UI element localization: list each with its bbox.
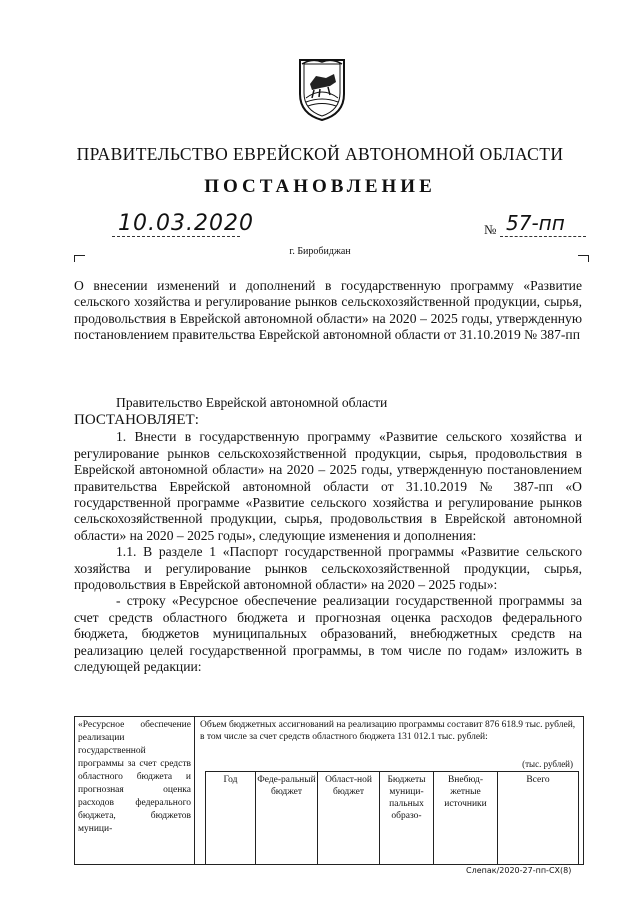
coat-of-arms-emblem <box>296 56 348 122</box>
document-title: О внесении изменений и дополнений в государственную программу «Развитие сельского хозяйства и регулирование рынков сельскохозяйственной продукции, сырья, продовольствия в Еврейской автономной области» на 2020 – 2025 годы, утвержденную постановлением правительства Еврейской автономной области от 31.10.2019 № 387-пп <box>74 278 582 343</box>
col-federal: Феде-ральный бюджет <box>256 772 318 865</box>
table-unit: (тыс. рублей) <box>522 759 573 769</box>
date-underline <box>112 236 240 237</box>
title-corner-left <box>74 255 85 262</box>
col-total: Всего <box>526 775 550 785</box>
number-underline <box>500 236 586 237</box>
resolves-line: ПОСТАНОВЛЯЕТ: <box>74 412 199 429</box>
table-summary: Объем бюджетных ассигнований на реализацию программы составит 876 618.9 тыс. рублей, в том числе за счет средств областного бюджета 131 012.1 тыс. рублей: <box>200 720 576 742</box>
handwritten-number: 57-пп <box>506 211 565 235</box>
col-municipal: Бюджеты муници-пальных образо- <box>380 772 434 865</box>
col-offbudget: Внебюд-жетные источники <box>434 772 498 865</box>
table-inner-grid <box>205 771 579 865</box>
col-year: Год <box>206 772 256 865</box>
title-corner-right <box>578 255 589 262</box>
city-label: г. Биробиджан <box>289 246 351 257</box>
table-left-cell: «Ресурсное обеспечение реализации государственной программы за счет средств областного бюджета и прогнозная оценка расходов федерального бюджета, бюджетов муници- <box>75 717 195 864</box>
handwritten-date: 10.03.2020 <box>118 211 254 236</box>
col-regional: Област-ной бюджет <box>318 772 380 865</box>
document-type: ПОСТАНОВЛЕНИЕ <box>204 176 436 197</box>
paragraph-1: 1. Внести в государственную программу «Развитие сельского хозяйства и регулирование рынков сельскохозяйственной продукции, сырья, продовольствия в Еврейской автономной области» на 2020 – 2025 годы, утвержденную постановлением правительства Еврейской автономной области от 31.10.2019 № 387-пп «О государственной программе «Развитие сельского хозяйства и регулирование рынков сельскохозяйственной продукции, сырья, продовольствия в Еврейской автономной области» на 2020 – 2025 годы», следующие изменения и дополнения: <box>74 429 582 543</box>
paragraph-1-1: 1.1. В разделе 1 «Паспорт государственной программы «Развитие сельского хозяйства и регулирование рынков сельскохозяйственной продукции, сырья, продовольствия в Еврейской автономной области» на 2020 – 2025 годы»: <box>74 544 582 593</box>
footer-code: Слепак/2020-27-пп-СХ(8) <box>466 866 572 875</box>
government-heading: ПРАВИТЕЛЬСТВО ЕВРЕЙСКОЙ АВТОНОМНОЙ ОБЛАСТИ <box>76 144 564 164</box>
intro-line: Правительство Еврейской автономной области <box>116 395 388 410</box>
decree-body <box>74 395 582 676</box>
paragraph-line-item: - строку «Ресурсное обеспечение реализации государственной программы за счет средств областного бюджета и прогнозная оценка расходов федерального бюджета, бюджетов муниципальных образований, внебюджетных средств на реализацию целей государственной программы, в том числе по годам» изложить в следующей редакции: <box>74 593 582 675</box>
resource-table <box>74 716 584 865</box>
number-label: № <box>484 222 497 237</box>
